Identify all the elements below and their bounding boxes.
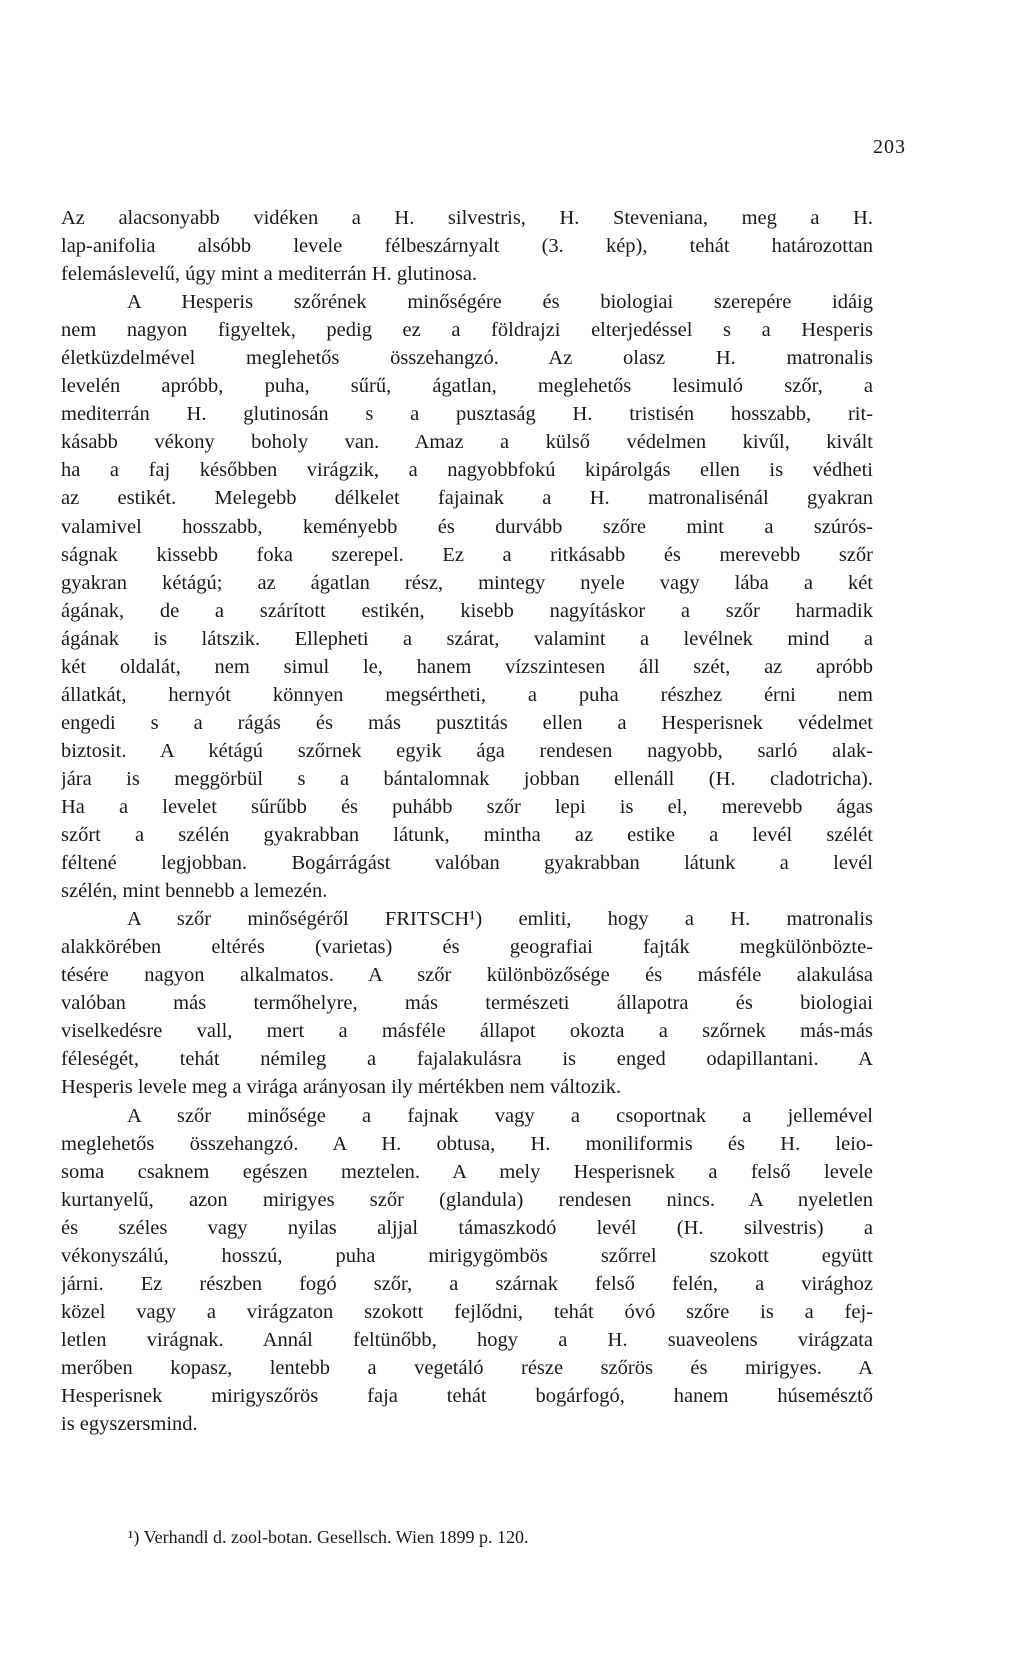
text-line: kásabb vékony boholy van. Amaz a külső védelmen kivűl, kivált bbox=[61, 431, 873, 454]
text-line: jára is meggörbül s a bántalomnak jobban ellenáll (H. cladotricha). bbox=[61, 767, 873, 790]
text-line: ságnak kissebb foka szerepel. Ez a ritkásabb és merevebb szőr bbox=[61, 543, 873, 566]
text-line: ágának is látszik. Ellepheti a szárat, valamint a levélnek mind a bbox=[61, 627, 873, 650]
text-line: kurtanyelű, azon mirigyes szőr (glandula) rendesen nincs. A nyeletlen bbox=[61, 1188, 873, 1211]
text-line: is egyszersmind. bbox=[61, 1413, 198, 1436]
text-line: ágának, de a szárított estikén, kisebb nagyításkor a szőr harmadik bbox=[61, 599, 873, 622]
text-line: nem nagyon figyeltek, pedig ez a földrajzi elterjedéssel s a Hesperis bbox=[61, 319, 873, 342]
text-line: szélén, mint bennebb a lemezén. bbox=[61, 880, 328, 903]
text-line: engedi s a rágás és más pusztitás ellen a Hesperisnek védelmet bbox=[61, 711, 873, 734]
text-line: A szőr minősége a fajnak vagy a csoportnak a jellemével bbox=[127, 1104, 873, 1127]
text-line: Hesperis levele meg a virága arányosan ily mértékben nem változik. bbox=[61, 1076, 622, 1099]
text-line: vékonyszálú, hosszú, puha mirigygömbös szőrrel szokott együtt bbox=[61, 1244, 873, 1267]
text-line: viselkedésre vall, mert a másféle állapot okozta a szőrnek más-más bbox=[61, 1020, 873, 1043]
text-line: tésére nagyon alkalmatos. A szőr különbözősége és másféle alakulása bbox=[61, 964, 873, 987]
footnote-text: Verhandl d. zool-botan. Gesellsch. Wien 1899 p. 120. bbox=[143, 1527, 529, 1547]
body-text bbox=[61, 204, 873, 1438]
text-line: gyakran kétágú; az ágatlan rész, mintegy nyele vagy lába a két bbox=[61, 571, 873, 594]
text-line: meglehetős összehangzó. A H. obtusa, H. moniliformis és H. leio- bbox=[61, 1132, 873, 1155]
text-line: ha a faj későbben virágzik, a nagyobbfokú kipárolgás ellen is védheti bbox=[61, 459, 873, 482]
text-line: soma csaknem egészen meztelen. A mely Hesperisnek a felső levele bbox=[61, 1160, 873, 1183]
text-line: Ha a levelet sűrűbb és puhább szőr lepi is el, merevebb ágas bbox=[61, 795, 873, 818]
text-line: közel vagy a virágzaton szokott fejlődni, tehát óvó szőre is a fej- bbox=[61, 1300, 873, 1323]
text-line: szőrt a szélén gyakrabban látunk, mintha az estike a levél szélét bbox=[61, 824, 873, 847]
text-line: valamivel hosszabb, keményebb és durvább szőre mint a szúrós- bbox=[61, 515, 873, 538]
text-line: járni. Ez részben fogó szőr, a szárnak felső felén, a virághoz bbox=[61, 1272, 873, 1295]
text-line: biztosit. A kétágú szőrnek egyik ága rendesen nagyobb, sarló alak- bbox=[61, 739, 873, 762]
text-line: alakkörében eltérés (varietas) és geografiai fajták megkülönbözte- bbox=[61, 936, 873, 959]
text-line: letlen virágnak. Annál feltünőbb, hogy a H. suaveolens virágzata bbox=[61, 1328, 873, 1351]
footnote bbox=[128, 1527, 528, 1548]
text-line: A Hesperis szőrének minőségére és biologiai szerepére idáig bbox=[127, 291, 873, 314]
text-line: Az alacsonyabb vidéken a H. silvestris, H. Steveniana, meg a H. bbox=[61, 207, 873, 229]
text-line: A szőr minőségéről FRITSCH¹) emliti, hogy a H. matronalis bbox=[127, 908, 873, 931]
text-line: és széles vagy nyilas aljjal támaszkodó levél (H. silvestris) a bbox=[61, 1216, 873, 1239]
text-line: mediterrán H. glutinosán s a pusztaság H. tristisén hosszabb, rit- bbox=[61, 403, 873, 426]
text-line: féleségét, tehát némileg a fajalakulásra is enged odapillantani. A bbox=[61, 1048, 873, 1071]
text-line: felemáslevelű, úgy mint a mediterrán H. glutinosa. bbox=[61, 263, 478, 286]
text-line: az estikét. Melegebb délkelet fajainak a H. matronalisénál gyakran bbox=[61, 487, 873, 510]
footnote-marker: ¹) bbox=[128, 1527, 140, 1547]
text-line: féltené legjobban. Bogárrágást valóban gyakrabban látunk a levél bbox=[61, 852, 873, 875]
text-line: valóban más termőhelyre, más természeti állapotra és biologiai bbox=[61, 992, 873, 1015]
text-line: életküzdelmével meglehetős összehangzó. Az olasz H. matronalis bbox=[61, 347, 873, 370]
text-line: Hesperisnek mirigyszőrös faja tehát bogárfogó, hanem húsemésztő bbox=[61, 1384, 873, 1407]
text-line: levelén apróbb, puha, sűrű, ágatlan, meglehetős lesimuló szőr, a bbox=[61, 375, 873, 398]
text-line: lap-anifolia alsóbb levele félbeszárnyalt (3. kép), tehát határozottan bbox=[61, 235, 873, 258]
page-number: 203 bbox=[873, 136, 906, 158]
text-line: merőben kopasz, lentebb a vegetáló része szőrös és mirigyes. A bbox=[61, 1356, 873, 1379]
text-line: két oldalát, nem simul le, hanem vízszintesen áll szét, az apróbb bbox=[61, 655, 873, 678]
text-line: állatkát, hernyót könnyen megsértheti, a puha részhez érni nem bbox=[61, 683, 873, 706]
